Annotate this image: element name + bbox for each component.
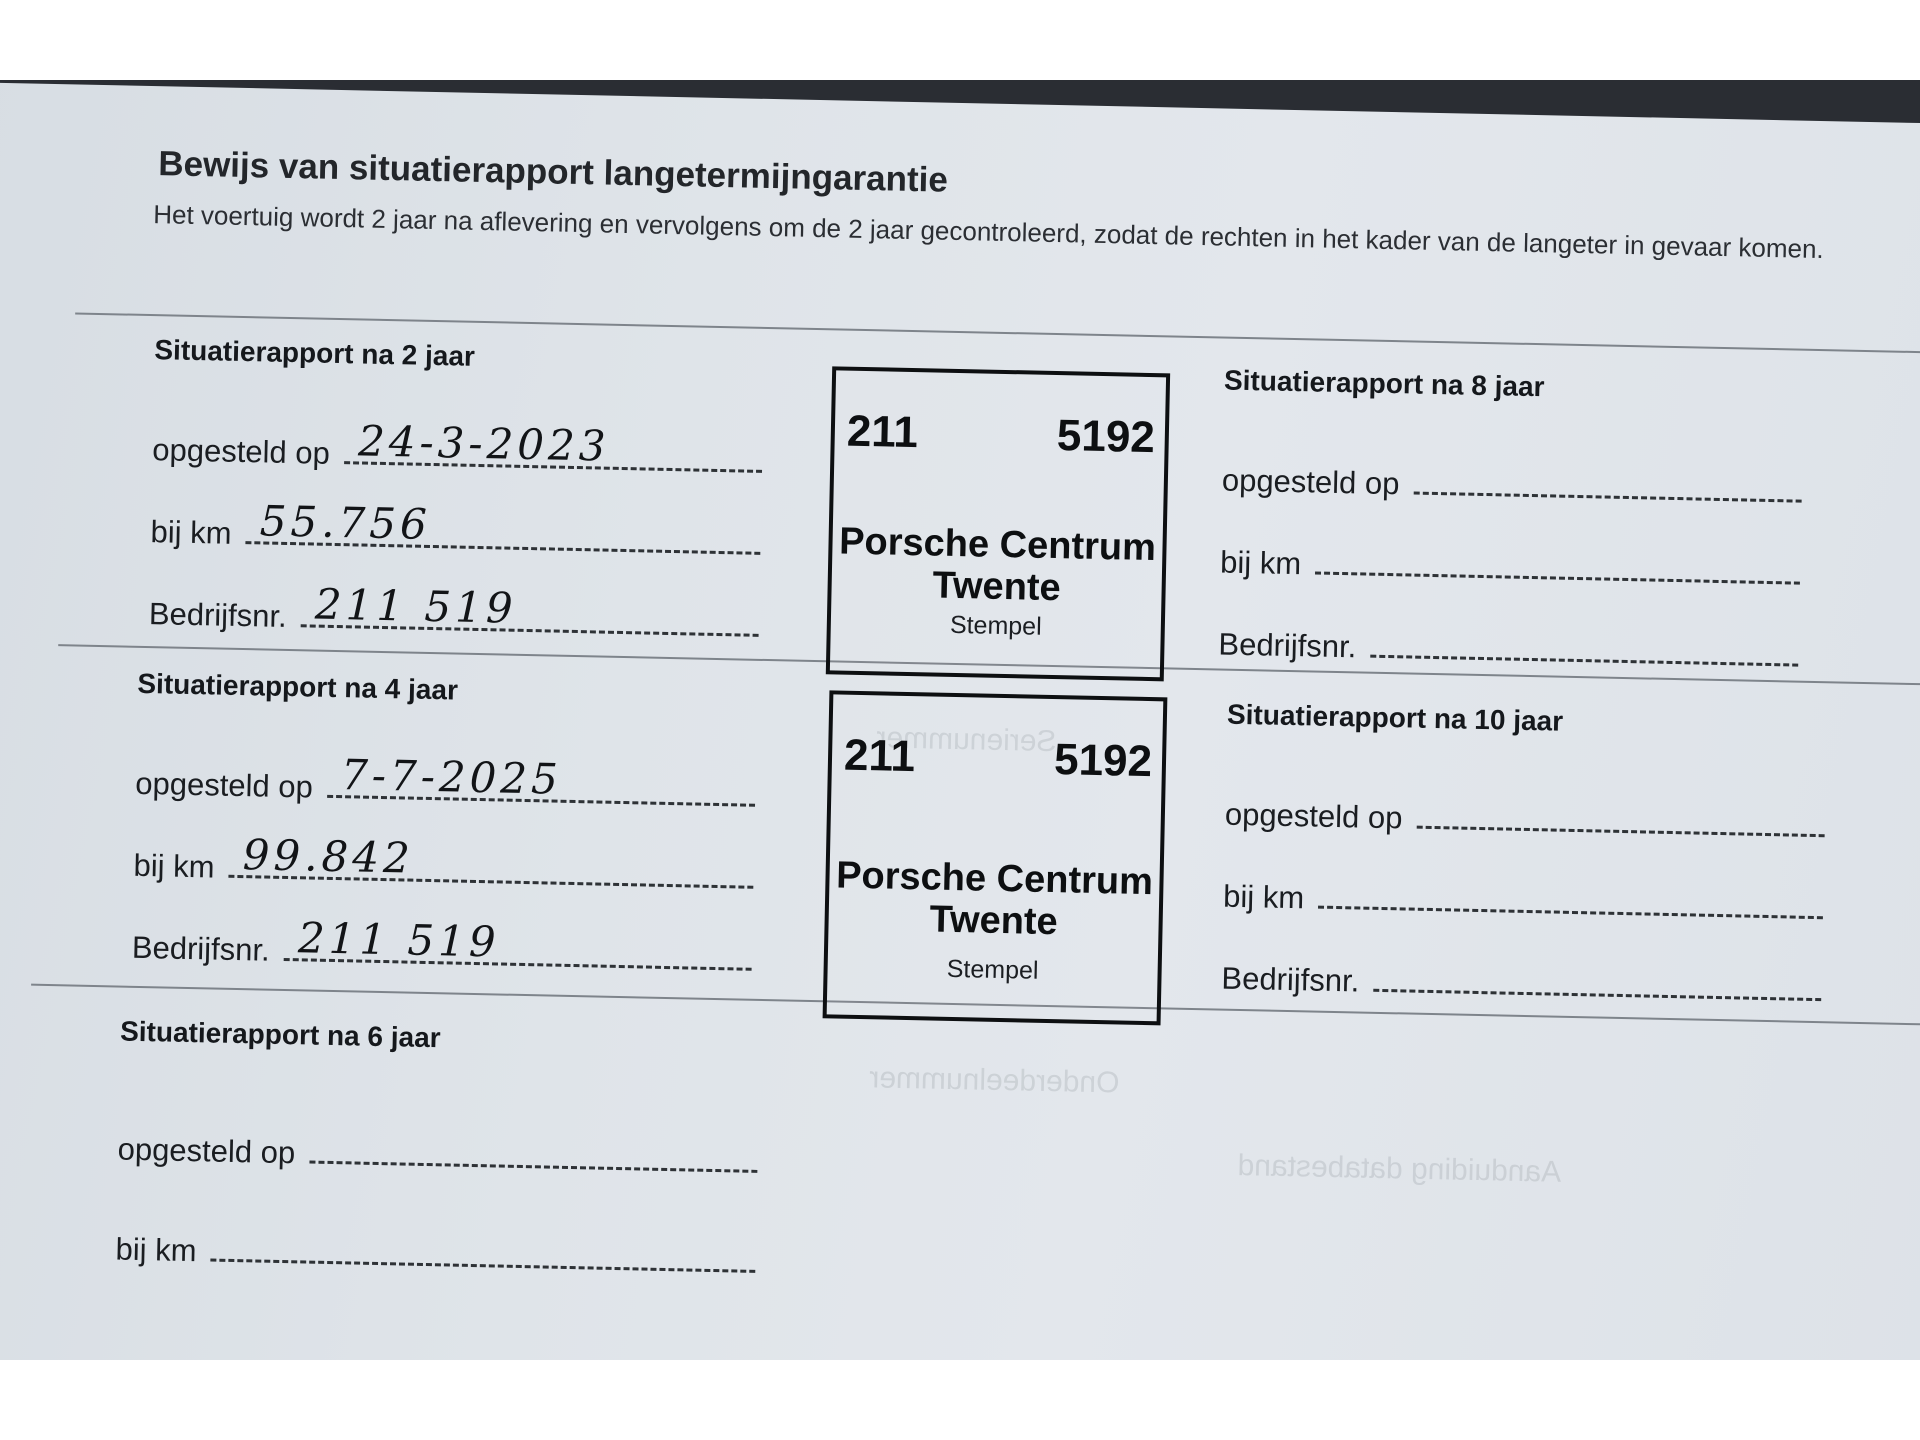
section-heading: Situatierapport na 8 jaar — [1223, 364, 1545, 403]
km-label: bij km — [1219, 544, 1302, 582]
dealer-stamp — [823, 690, 1168, 1025]
section-10-jaar — [1221, 699, 1827, 1010]
section-heading: Situatierapport na 4 jaar — [137, 667, 459, 706]
handwritten-date: 24-3-2023 — [357, 416, 611, 471]
opgesteld-row — [135, 720, 757, 815]
handwritten-bedrijfsnr: 211 519 — [314, 579, 518, 633]
opgesteld-row — [152, 386, 764, 481]
dealer-stamp — [826, 366, 1170, 681]
opgesteld-label: opgesteld op — [117, 1131, 296, 1171]
opgesteld-field[interactable] — [1413, 452, 1802, 503]
bedrijf-field[interactable] — [284, 913, 753, 971]
km-field[interactable] — [1315, 531, 1801, 584]
bleed-through: Onderdeelnummer — [869, 1061, 1120, 1100]
bedrijf-label: Bedrijfsnr. — [148, 596, 288, 634]
opgesteld-row — [1222, 417, 1804, 511]
opgesteld-field[interactable] — [344, 416, 763, 473]
section-8-jaar — [1218, 365, 1804, 675]
opgesteld-label: opgesteld op — [1224, 796, 1403, 836]
section-heading: Situatierapport na 2 jaar — [154, 334, 476, 372]
stamp-left-number: 211 — [846, 406, 919, 458]
bedrijf-row — [132, 884, 754, 979]
km-field[interactable] — [210, 1219, 756, 1273]
km-label: bij km — [150, 514, 232, 551]
handwritten-bedrijfsnr: 211 519 — [297, 913, 501, 967]
bedrijf-label: Bedrijfsnr. — [131, 929, 271, 968]
opgesteld-field[interactable] — [327, 750, 756, 807]
section-4-jaar — [132, 668, 758, 979]
stamp-right-number: 5192 — [1056, 411, 1156, 463]
opgesteld-row — [1225, 751, 1827, 846]
document-title: Bewijs van situatierapport langetermijngarantie — [157, 144, 949, 200]
km-row — [115, 1168, 757, 1281]
section-heading: Situatierapport na 10 jaar — [1226, 698, 1564, 737]
bedrijf-row — [1218, 580, 1800, 674]
opgesteld-label: opgesteld op — [134, 765, 314, 805]
bedrijf-row — [1221, 915, 1823, 1010]
warranty-page — [0, 82, 1920, 1360]
bedrijf-field[interactable] — [300, 579, 759, 637]
bedrijf-label: Bedrijfsnr. — [1218, 626, 1357, 665]
stamp-left-number: 211 — [843, 730, 916, 782]
bedrijf-field[interactable] — [1373, 949, 1822, 1001]
bedrijf-field[interactable] — [1370, 615, 1799, 667]
km-row — [1220, 499, 1802, 593]
km-label: bij km — [115, 1231, 197, 1269]
opgesteld-label: opgesteld op — [151, 432, 331, 471]
stamp-caption: Stempel — [946, 954, 1039, 985]
section-heading: Situatierapport na 6 jaar — [119, 1015, 441, 1054]
section-2-jaar — [149, 334, 765, 645]
stamp-dealer-name: Porsche Centrum Twente — [835, 854, 1154, 944]
bedrijf-label: Bedrijfsnr. — [1221, 960, 1360, 999]
handwritten-km: 55.756 — [259, 496, 432, 549]
opgesteld-row — [117, 1068, 759, 1181]
km-field[interactable] — [245, 496, 761, 555]
bleed-through: Serienummer — [876, 721, 1057, 759]
handwritten-date: 7-7-2025 — [340, 750, 563, 804]
document-photo — [0, 80, 1920, 1360]
km-row — [150, 468, 762, 563]
document-intro: Het voertuig wordt 2 jaar na aflevering en vervolgens om de 2 jaar gecontroleerd, zodat de rechten in het kader van de langeter in gevaar komen. — [152, 199, 1825, 265]
bleed-through: Aanduiding databestand — [1237, 1148, 1562, 1189]
stamp-caption: Stempel — [949, 610, 1042, 641]
opgesteld-field[interactable] — [1416, 786, 1825, 838]
km-row — [133, 802, 755, 897]
km-label: bij km — [133, 847, 215, 885]
stamp-dealer-name: Porsche Centrum Twente — [838, 520, 1157, 610]
km-field[interactable] — [1318, 866, 1824, 920]
section-6-jaar — [115, 1016, 760, 1281]
opgesteld-label: opgesteld op — [1221, 462, 1400, 502]
km-label: bij km — [1222, 878, 1305, 916]
km-field[interactable] — [228, 830, 754, 889]
km-row — [1223, 833, 1825, 928]
opgesteld-field[interactable] — [309, 1121, 758, 1173]
bedrijf-row — [149, 550, 761, 645]
handwritten-km: 99.842 — [242, 830, 415, 883]
stamp-right-number: 5192 — [1053, 735, 1153, 787]
